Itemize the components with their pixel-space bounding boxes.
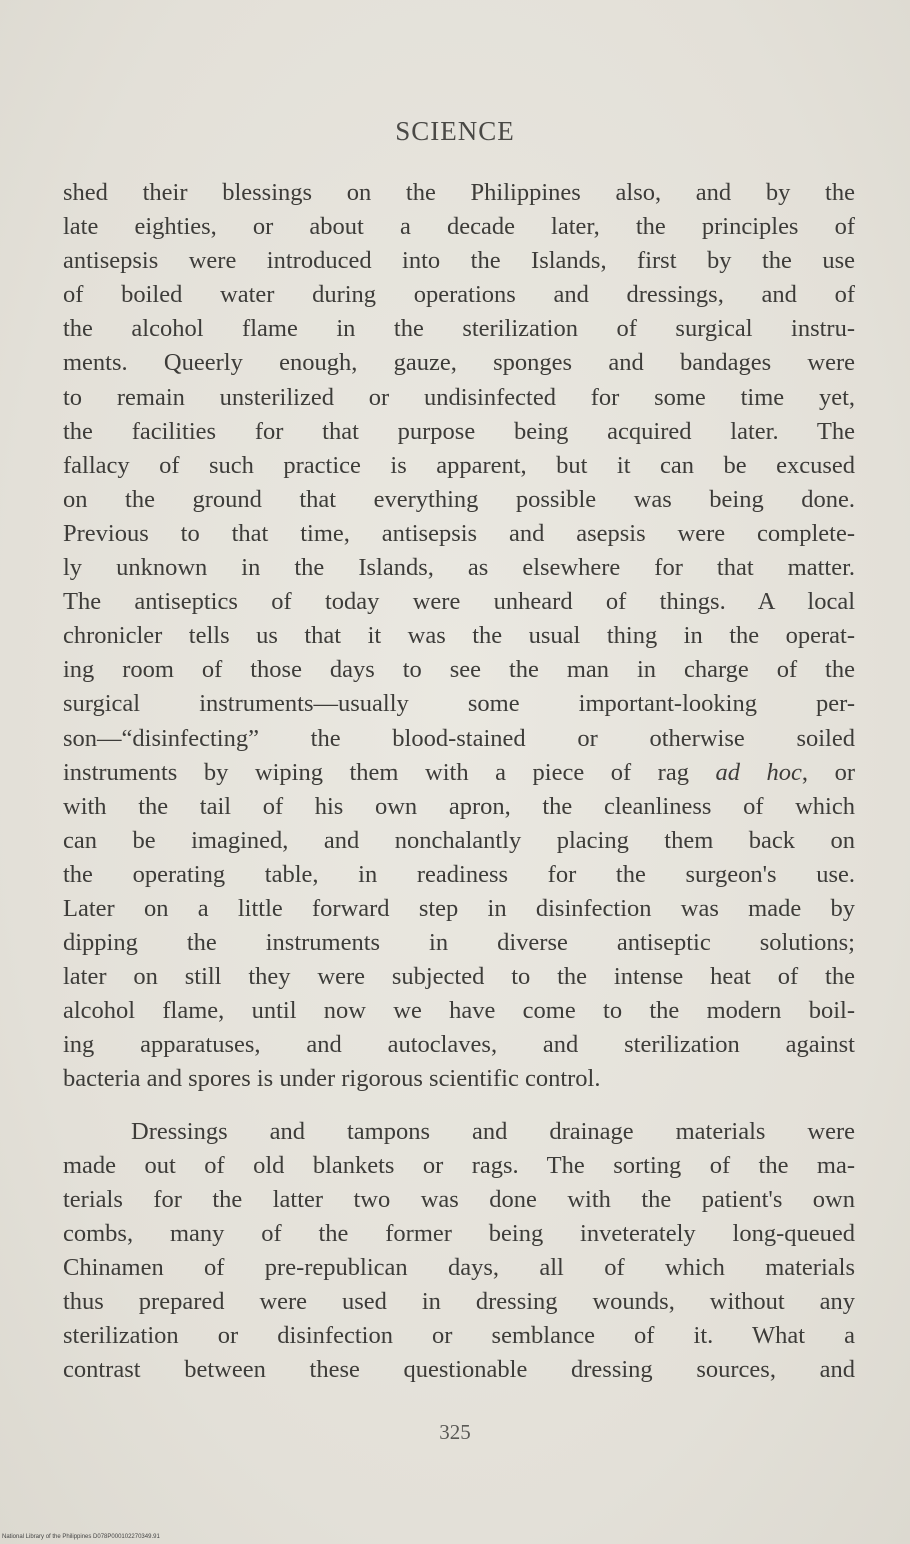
text-line: ly unknown in the Islands, as elsewhere for that matter. — [63, 554, 855, 582]
body-text — [63, 176, 855, 1387]
text-line: ing apparatuses, and autoclaves, and sterilization against — [63, 1031, 855, 1059]
text-line: ments. Queerly enough, gauze, sponges and bandages were — [63, 349, 855, 377]
text-line: on the ground that everything possible was being done. — [63, 485, 855, 513]
text-line: combs, many of the former being inveterately long-queued — [63, 1219, 855, 1247]
text-line: son—“disinfecting” the blood-stained or otherwise soiled — [63, 724, 855, 752]
text-line: thus prepared were used in dressing wounds, without any — [63, 1288, 855, 1315]
text-line: Dressings and tampons and drainage materials were — [131, 1117, 855, 1145]
text-line: shed their blessings on the Philippines also, and by the — [63, 179, 855, 206]
text-line: antisepsis were introduced into the Islands, first by the use — [63, 247, 855, 275]
text-line: instruments by wiping them with a piece of rag ad hoc, or — [63, 758, 855, 786]
text-line: late eighties, or about a decade later, the principles of — [63, 213, 855, 241]
text-line: later on still they were subjected to the intense heat of the — [63, 963, 855, 991]
text-line: Chinamen of pre-republican days, all of which materials — [63, 1253, 855, 1281]
text-line: alcohol flame, until now we have come to the modern boil- — [63, 997, 855, 1025]
text-line: sterilization or disinfection or semblance of it. What a — [63, 1322, 855, 1350]
text-line: contrast between these questionable dressing sources, and — [63, 1356, 855, 1384]
text-line: Later on a little forward step in disinfection was made by — [63, 894, 855, 922]
paragraph-2 — [63, 1115, 855, 1388]
text-line: chronicler tells us that it was the usual thing in the operat- — [63, 622, 855, 650]
text-line: dipping the instruments in diverse antiseptic solutions; — [63, 929, 855, 957]
text-line: fallacy of such practice is apparent, but it can be excused — [63, 451, 855, 479]
text-line: of boiled water during operations and dressings, and of — [63, 281, 855, 309]
text-line: the facilities for that purpose being acquired later. The — [63, 417, 855, 445]
text-line: can be imagined, and nonchalantly placing them back on — [63, 826, 855, 854]
text-line: with the tail of his own apron, the cleanliness of which — [63, 792, 855, 820]
text-line: the alcohol flame in the sterilization of surgical instru- — [63, 315, 855, 343]
text-line: terials for the latter two was done with the patient's own — [63, 1185, 855, 1213]
text-line: ing room of those days to see the man in charge of the — [63, 656, 855, 684]
text-line: bacteria and spores is under rigorous scientific control. — [63, 1065, 601, 1093]
archive-credit: National Library of the Philippines D078P000102270349.91 — [2, 1534, 160, 1540]
text-line: Previous to that time, antisepsis and asepsis were complete- — [63, 519, 855, 547]
text-line: made out of old blankets or rags. The sorting of the ma- — [63, 1151, 855, 1179]
paragraph-1 — [63, 176, 855, 1097]
running-header: SCIENCE — [395, 116, 515, 146]
text-line: surgical instruments—usually some important-looking per- — [63, 690, 855, 718]
text-line: The antiseptics of today were unheard of things. A local — [63, 588, 855, 616]
page-number: 325 — [439, 1420, 471, 1444]
text-line: to remain unsterilized or undisinfected for some time yet, — [63, 383, 855, 411]
text-line: the operating table, in readiness for the surgeon's use. — [63, 860, 855, 888]
